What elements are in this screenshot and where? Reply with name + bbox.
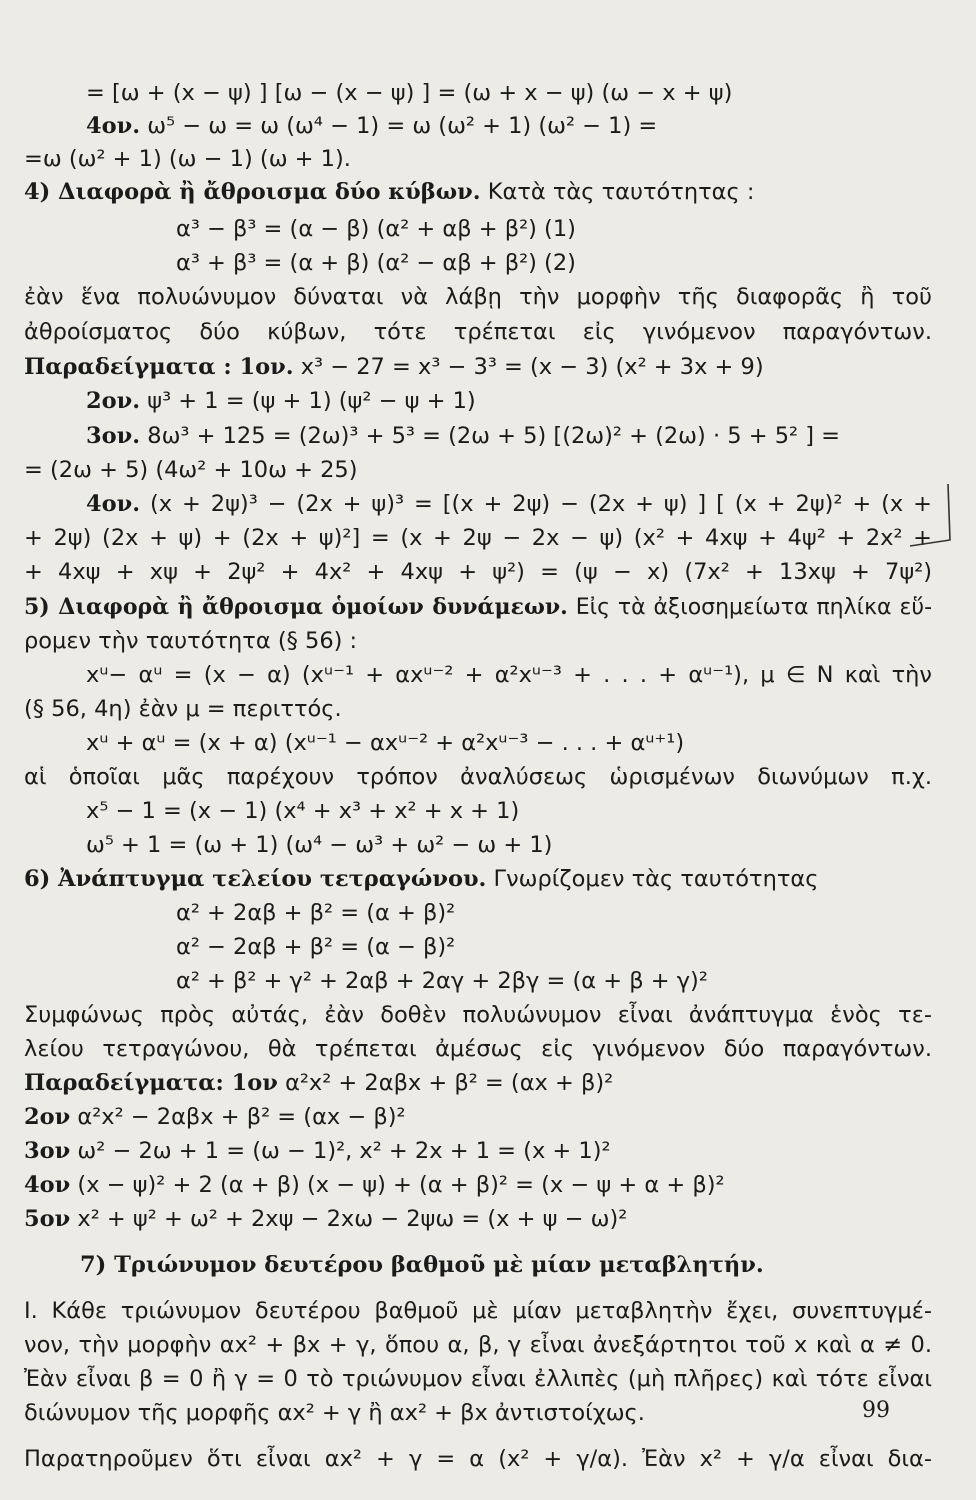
bold-label: 4ον (24, 1172, 71, 1198)
text-line (86, 386, 932, 416)
bold-label: 3ον. (86, 423, 141, 449)
line-text: Συμφώνως πρὸς αὐτάς, ἐὰν δοθὲν πολυώνυμον εἶναι ἀνάπτυγμα ἑνὸς τε- (24, 1002, 932, 1028)
text-line (24, 557, 932, 587)
line-text: = [ω + (x − ψ) ] [ω − (x − ψ) ] = (ω + x − ψ) (ω − x + ψ) (86, 80, 733, 106)
line-text: α³ − β³ = (α − β) (α² + αβ + β²) (1) (176, 216, 576, 242)
line-text: + 4xψ + xψ + 2ψ² + 4x² + 4xψ + ψ²) = (ψ − x) (7x² + 13xψ + 7ψ²) (24, 559, 932, 585)
text-line (24, 1204, 932, 1234)
text-line (24, 1364, 932, 1394)
line-text: Ἐὰν εἶναι β = 0 ἢ γ = 0 τὸ τριώνυμον εἶναι ἐλλιπὲς (μὴ πλῆρες) καὶ τότε εἶναι (24, 1366, 932, 1392)
text-line (24, 1170, 932, 1200)
text-line (24, 1000, 932, 1030)
line-text: (x − ψ)² + 2 (α + β) (x − ψ) + (α + β)² = (x − ψ + α + β)² (70, 1172, 725, 1198)
line-text: xᵘ− αᵘ = (x − α) (xᵘ⁻¹ + αxᵘ⁻² + α²xᵘ⁻³ + . . . + αᵘ⁻¹), μ ∈ N καὶ τὴν (86, 662, 932, 688)
text-line (24, 694, 932, 724)
line-text: ω⁵ + 1 = (ω + 1) (ω⁴ − ω³ + ω² − ω + 1) (86, 832, 553, 858)
line-text: α²x² + 2αβx + β² = (αx + β)² (277, 1070, 614, 1096)
text-line (24, 1136, 932, 1166)
line-text: νον, τὴν μορφὴν αx² + βx + γ, ὅπου α, β, γ εἶναι ἀνεξάρτητοι τοῦ x καὶ α ≠ 0. (24, 1332, 932, 1358)
text-line (24, 1034, 932, 1064)
line-text: Εἰς τὰ ἀξιοσημείωτα πηλίκα εὕ- (567, 595, 933, 620)
line-text: (x + 2ψ)³ − (2x + ψ)³ = [(x + 2ψ) − (2x + ψ) ] [ (x + 2ψ)² + (x + (140, 491, 932, 517)
text-line (24, 1068, 932, 1098)
text-line (24, 1398, 932, 1428)
text-line (24, 592, 932, 623)
line-text: Παρατηροῦμεν ὅτι εἶναι αx² + γ = α (x² + γ/α). Ἐὰν x² + γ/α εἶναι δια- (24, 1446, 932, 1472)
line-text: = (2ω + 5) (4ω² + 10ω + 25) (24, 457, 358, 483)
text-line (176, 966, 932, 996)
line-text: α² + 2αβ + β² = (α + β)² (176, 900, 456, 926)
line-text: x² + ψ² + ω² + 2xψ − 2xω − 2ψω = (x + ψ − ω)² (70, 1206, 628, 1232)
text-line (24, 177, 932, 207)
line-text: x⁵ − 1 = (x − 1) (x⁴ + x³ + x² + x + 1) (86, 798, 520, 824)
text-line (86, 78, 932, 108)
line-text: α³ + β³ = (α + β) (α² − αβ + β²) (2) (176, 250, 576, 276)
line-text: ρομεν τὴν ταυτότητα (§ 56) : (24, 628, 358, 654)
text-line (86, 421, 932, 451)
bold-label: Παραδείγματα: 1ον (24, 1070, 278, 1096)
line-text: xᵘ + αᵘ = (x + α) (xᵘ⁻¹ − αxᵘ⁻² + α²xᵘ⁻³ − . . . + αᵘ⁺¹) (86, 730, 685, 756)
text-line (24, 762, 932, 792)
line-text: αἱ ὁποῖαι μᾶς παρέχουν τρόπον ἀναλύσεως ὡρισμένων διωνύμων π.χ. (24, 764, 932, 790)
line-text: Γνωρίζομεν τὰς ταυτότητας (486, 866, 819, 892)
bold-label: 2ον (24, 1104, 71, 1130)
text-line (24, 282, 932, 312)
text-line (24, 352, 932, 382)
text-line (86, 796, 932, 826)
line-text: =ω (ω² + 1) (ω − 1) (ω + 1). (24, 146, 351, 172)
text-line (24, 864, 932, 894)
text-line (86, 489, 932, 519)
bold-label: 4ον. (86, 491, 141, 517)
line-text: ω² − 2ω + 1 = (ω − 1)², x² + 2x + 1 = (x + 1)² (70, 1138, 611, 1164)
text-line (24, 1296, 932, 1326)
bold-label: 3ον (24, 1138, 71, 1164)
line-text: + 2ψ) (2x + ψ) + (2x + ψ)²] = (x + 2ψ − 2x − ψ) (x² + 4xψ + 4ψ² + 2x² + (24, 525, 932, 551)
line-text: α² − 2αβ + β² = (α − β)² (176, 934, 456, 960)
text-line (24, 1330, 932, 1360)
text-line (80, 1250, 932, 1280)
line-text: I. Κάθε τριώνυμον δευτέρου βαθμοῦ μὲ μίαν μεταβλητὴν ἔχει, συνεπτυγμέ- (24, 1298, 932, 1324)
line-text: διώνυμον τῆς μορφῆς αx² + γ ἢ αx² + βx ἀντιστοίχως. (24, 1400, 645, 1426)
bold-label: 5) Διαφορὰ ἢ ἄθροισμα ὁμοίων δυνάμεων. (24, 594, 568, 620)
text-line (86, 728, 932, 758)
line-text: Κατὰ τὰς ταυτότητας : (480, 179, 755, 205)
line-text: λείου τετραγώνου, θὰ τρέπεται ἀμέσως εἰς γινόμενον δύο παραγόντων. (24, 1036, 932, 1062)
bold-label: 6) Ἀνάπτυγμα τελείου τετραγώνου. (24, 866, 487, 892)
line-text: x³ − 27 = x³ − 3³ = (x − 3) (x² + 3x + 9) (293, 354, 764, 380)
line-text: α² + β² + γ² + 2αβ + 2αγ + 2βγ = (α + β + γ)² (176, 968, 708, 994)
text-line (176, 932, 932, 962)
text-line (176, 214, 932, 244)
text-line (24, 1444, 932, 1474)
text-line (176, 248, 932, 278)
text-line (86, 111, 932, 141)
text-line (24, 523, 932, 553)
bold-label: 7) Τριώνυμον δευτέρου βαθμοῦ μὲ μίαν μεταβλητήν. (80, 1252, 764, 1278)
text-line (86, 660, 932, 690)
line-text: ἀθροίσματος δύο κύβων, τότε τρέπεται εἰς γινόμενον παραγόντων. (24, 319, 932, 345)
bold-label: 5ον (24, 1206, 71, 1232)
line-text: (§ 56, 4η) ἐὰν μ = περιττός. (24, 696, 342, 722)
bold-label: 2ον. (86, 388, 141, 414)
bold-label: Παραδείγματα : 1ον. (24, 354, 294, 380)
text-line (24, 1102, 932, 1132)
text-line (86, 830, 932, 860)
line-text: α²x² − 2αβx + β² = (αx − β)² (70, 1104, 406, 1130)
text-line (24, 626, 932, 656)
line-text: ω⁵ − ω = ω (ω⁴ − 1) = ω (ω² + 1) (ω² − 1) = (140, 113, 658, 139)
line-text: ἐὰν ἕνα πολυώνυμον δύναται νὰ λάβῃ τὴν μορφὴν τῆς διαφορᾶς ἢ τοῦ (24, 284, 932, 310)
text-line (24, 317, 932, 347)
handwritten-bracket-mark (900, 480, 960, 564)
text-line (24, 144, 932, 174)
line-text: ψ³ + 1 = (ψ + 1) (ψ² − ψ + 1) (140, 388, 476, 414)
bold-label: 4ον. (86, 113, 141, 139)
page-number: 99 (862, 1398, 890, 1423)
line-text: 8ω³ + 125 = (2ω)³ + 5³ = (2ω + 5) [(2ω)² + (2ω) · 5 + 5² ] = (140, 423, 840, 449)
text-line (176, 898, 932, 928)
text-line (24, 455, 932, 485)
bold-label: 4) Διαφορὰ ἢ ἄθροισμα δύο κύβων. (24, 179, 481, 205)
